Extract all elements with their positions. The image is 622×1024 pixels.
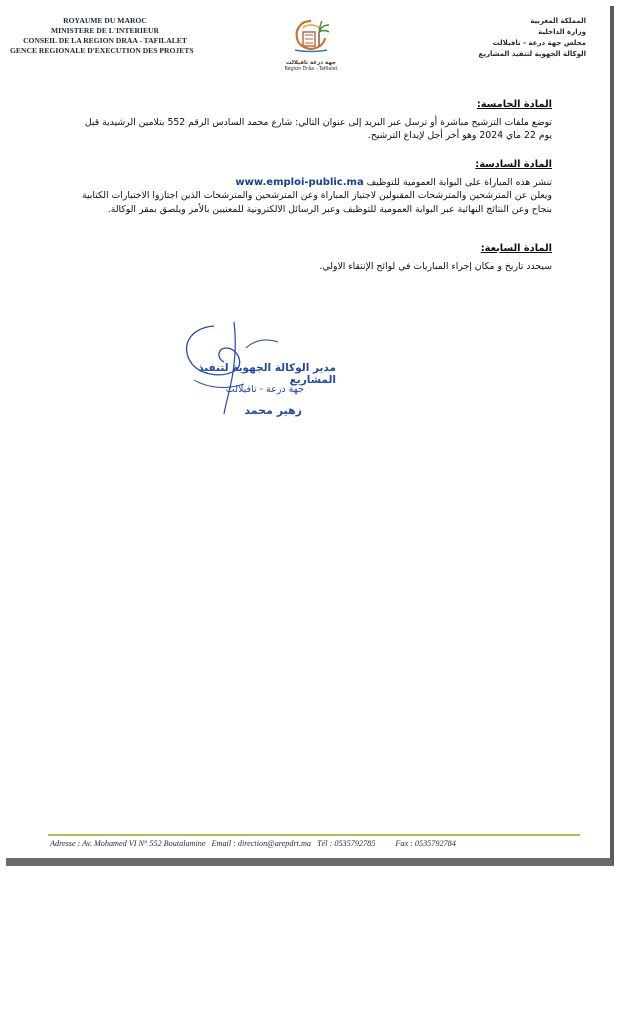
logo-caption-french: Région Drâa - Tafilalet [284, 67, 338, 72]
header-ar-agency: الوكالة الجهوية لتنفيذ المشاريع [478, 50, 586, 58]
footer-address: Adresse : Av. Mohamed VI N° 552 Boutalamine [50, 839, 206, 848]
article-6 [52, 158, 552, 216]
article-5 [52, 98, 552, 143]
article-7-line-1: سيحدد تاريخ و مكان إجراء المباريات في لوائح الإنتقاء الاولي. [319, 260, 552, 272]
header-ar-council: مجلس جهة درعة - تافيلالت [492, 39, 586, 47]
region-emblem-icon [289, 18, 333, 56]
header-arabic [436, 16, 586, 60]
document-page [6, 6, 614, 866]
footer-email: Email : direction@arepdrt.ma [211, 839, 312, 848]
signature-block [174, 318, 334, 428]
header-fr-agency: GENCE REGIONALE D'EXECUTION DES PROJETS [10, 46, 194, 55]
footer-divider [48, 834, 580, 836]
header-fr-council: CONSEIL DE LA REGION DRAA - TAFILALET [23, 36, 187, 45]
article-5-line-1: توضع ملفات الترشيح مباشرة أو ترسل عبر البريد إلى عنوان التالي: شارع محمد السادس الرقم 552 بتلامين الرشيدية قبل [84, 116, 552, 128]
article-7 [52, 242, 552, 273]
header-ar-kingdom: المملكة المغربية [530, 17, 586, 25]
header-fr-ministry: MINISTERE DE L'INTERIEUR [50, 26, 160, 35]
article-5-line-2: يوم 22 ماي 2024 وهو أخر أجل لإيداع الترشيح. [367, 130, 552, 141]
article-6-line-3: بنجاح وعن النتائج النهائية عبر البوابة العمومية للتوظيف وعبر الرسائل الالكترونية للمعنيين بالأمر ويلصق بمقر الوكالة. [107, 203, 552, 215]
article-6-line-2: ويعلن عن المترشحين والمترشحات المقبولين لاجتياز المباراة وعن المترشحين والمترشحات الذين اجتازوا الاختبارات الكتابية [82, 190, 552, 201]
article-6-heading: المادة السادسة: [475, 159, 552, 170]
article-5-heading: المادة الخامسة: [476, 99, 552, 110]
signature-region: جهة درعة - تافيلالت [225, 384, 304, 395]
logo-caption-arabic: جهة درعة تافيلالت [286, 60, 336, 66]
signature-title: مدير الوكالة الجهوية لتنفيذ المشاريع [198, 362, 336, 386]
header-french [10, 16, 200, 56]
emploi-public-link[interactable]: www.emploi-public.ma [235, 176, 364, 188]
header-ar-ministry: وزارة الداخلية [538, 28, 586, 36]
article-6-line-1 [52, 176, 552, 190]
article-6-line-1-text: تنشر هذه المباراة على البوابة العمومية للتوظيف [366, 176, 552, 188]
region-logo [276, 18, 346, 73]
signature-name: زهير محمد [244, 404, 302, 417]
footer-contact [50, 839, 590, 848]
article-7-heading: المادة السابعة: [480, 243, 552, 254]
footer-tel: Tél : 0535792785 [317, 839, 376, 848]
footer-fax: Fax : 0535792784 [395, 839, 456, 848]
header-fr-kingdom: ROYAUME DU MAROC [63, 16, 147, 25]
